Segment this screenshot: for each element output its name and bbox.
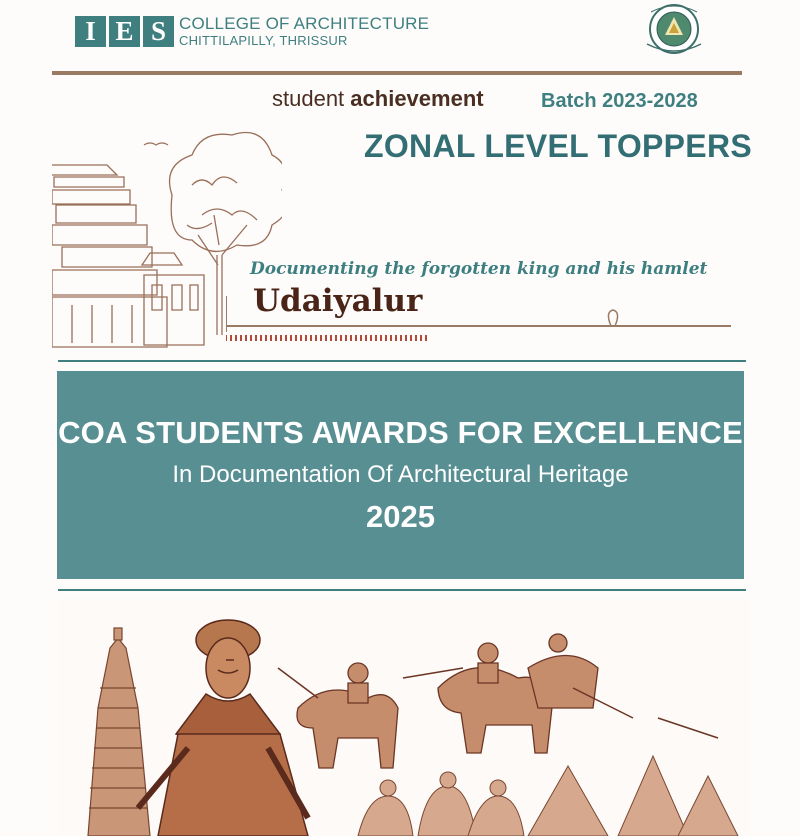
- lower-divider: [58, 589, 746, 591]
- page-title: ZONAL LEVEL TOPPERS: [364, 128, 752, 164]
- achievement-label: [272, 86, 484, 112]
- logo-letter-s: S: [143, 16, 174, 47]
- achievement-strong: achievement: [350, 86, 484, 111]
- project-subtitle: Documenting the forgotten king and his hamlet: [250, 259, 708, 279]
- banner-title: COA STUDENTS AWARDS FOR EXCELLENCE: [58, 415, 743, 450]
- award-banner: [57, 371, 744, 579]
- batch-label: Batch 2023-2028: [541, 90, 698, 112]
- ornament-divider: [226, 296, 746, 356]
- battle-scene-illustration: [58, 598, 750, 836]
- banner-year: 2025: [366, 499, 435, 534]
- college-seal-icon: [641, 2, 707, 56]
- ies-logo: [75, 15, 429, 47]
- college-name: [179, 15, 429, 47]
- logo-letters: [75, 16, 174, 47]
- college-location: CHITTILAPILLY, THRISSUR: [179, 33, 348, 48]
- logo-letter-i: I: [75, 16, 106, 47]
- logo-letter-e: E: [109, 16, 140, 47]
- project-place: Udaiyalur: [253, 283, 423, 319]
- top-divider: [52, 71, 742, 75]
- banner-subtitle: In Documentation Of Architectural Heritage: [172, 461, 629, 488]
- middle-divider: [58, 360, 746, 362]
- achievement-prefix: student: [272, 86, 345, 111]
- college-name-line1: COLLEGE OF ARCHITECTURE: [179, 14, 430, 33]
